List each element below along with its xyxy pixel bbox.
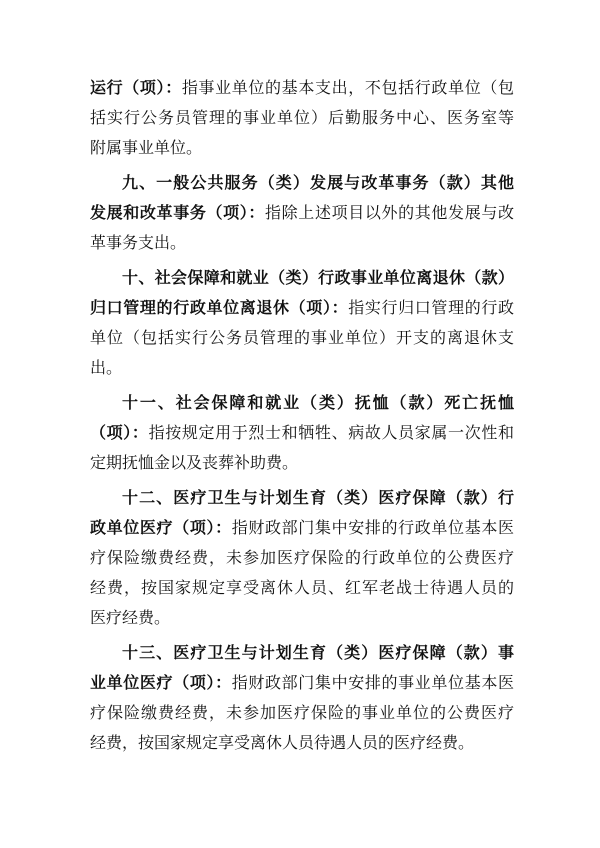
- item-body-text: 经费，按国家规定享受离休人员、红军老战士待遇人员的: [90, 578, 514, 597]
- paragraph-item-13: [90, 638, 514, 758]
- item-body-text: 指财政部门集中安排的事业单位基本医: [231, 673, 514, 692]
- text-line: [90, 543, 514, 573]
- text-line: [90, 603, 514, 633]
- text-line: [90, 418, 514, 448]
- text-line: [90, 353, 514, 383]
- item-body-text: 指按规定用于烈士和牺牲、病故人员家属一次性和: [148, 423, 514, 442]
- item-heading-text: 政单位医疗（项）：: [90, 518, 232, 537]
- item-body-text: 括实行公务员管理的事业单位）后勤服务中心、医务室等: [90, 108, 514, 127]
- text-line: [90, 388, 514, 418]
- text-line: [90, 698, 514, 728]
- paragraph-item-10: [90, 263, 514, 383]
- item-heading-text: 十一、社会保障和就业（类）抚恤（款）死亡抚恤: [122, 393, 514, 412]
- text-line: [90, 668, 514, 698]
- document-body: [90, 73, 514, 758]
- item-body-text: 定期抚恤金以及丧葬补助费。: [90, 453, 299, 472]
- item-body-text: 指财政部门集中安排的行政单位基本医: [231, 518, 514, 537]
- item-body-text: 指除上述项目以外的其他发展与改: [265, 203, 514, 222]
- text-line: [90, 103, 514, 133]
- paragraph-item-12: [90, 483, 514, 633]
- text-line: [90, 73, 514, 103]
- item-body-text: 指实行归口管理的行政: [348, 298, 514, 317]
- item-body-text: 疗保险缴费经费，未参加医疗保险的事业单位的公费医疗: [90, 703, 514, 722]
- text-line: [90, 728, 514, 758]
- item-heading-text: 九、一般公共服务（类）发展与改革事务（款）其他: [122, 173, 514, 192]
- item-heading-text: 归口管理的行政单位离退休（项）：: [90, 298, 349, 317]
- text-line: [90, 483, 514, 513]
- text-line: [90, 448, 514, 478]
- text-line: [90, 323, 514, 353]
- item-heading-text: 运行（项）：: [90, 78, 182, 97]
- text-line: [90, 638, 514, 668]
- item-heading-text: 业单位医疗（项）：: [90, 673, 232, 692]
- paragraph-item-continuation: [90, 73, 514, 163]
- item-body-text: 疗保险缴费经费，未参加医疗保险的行政单位的公费医疗: [90, 548, 514, 567]
- item-body-text: 医疗经费。: [90, 608, 171, 627]
- paragraph-item-11: [90, 388, 514, 478]
- text-line: [90, 573, 514, 603]
- paragraph-item-9: [90, 168, 514, 258]
- item-heading-text: 十三、医疗卫生与计划生育（类）医疗保障（款）事: [122, 643, 514, 662]
- item-body-text: 革事务支出。: [90, 233, 187, 252]
- text-line: [90, 228, 514, 258]
- text-line: [90, 168, 514, 198]
- text-line: [90, 513, 514, 543]
- item-body-text: 指事业单位的基本支出，不包括行政单位（包: [181, 78, 514, 97]
- item-body-text: 单位（包括实行公务员管理的事业单位）开支的离退休支: [90, 328, 514, 347]
- item-heading-text: 十二、医疗卫生与计划生育（类）医疗保障（款）行: [122, 488, 514, 507]
- item-heading-text: 十、社会保障和就业（类）行政事业单位离退休（款）: [122, 268, 514, 287]
- item-body-text: 经费，按国家规定享受离休人员待遇人员的医疗经费。: [90, 733, 475, 752]
- text-line: [90, 133, 514, 163]
- item-body-text: 出。: [90, 358, 123, 377]
- item-body-text: 附属事业单位。: [90, 138, 203, 157]
- item-heading-text: （项）：: [90, 423, 149, 442]
- item-heading-text: 发展和改革事务（项）：: [90, 203, 266, 222]
- text-line: [90, 263, 514, 293]
- text-line: [90, 293, 514, 323]
- text-line: [90, 198, 514, 228]
